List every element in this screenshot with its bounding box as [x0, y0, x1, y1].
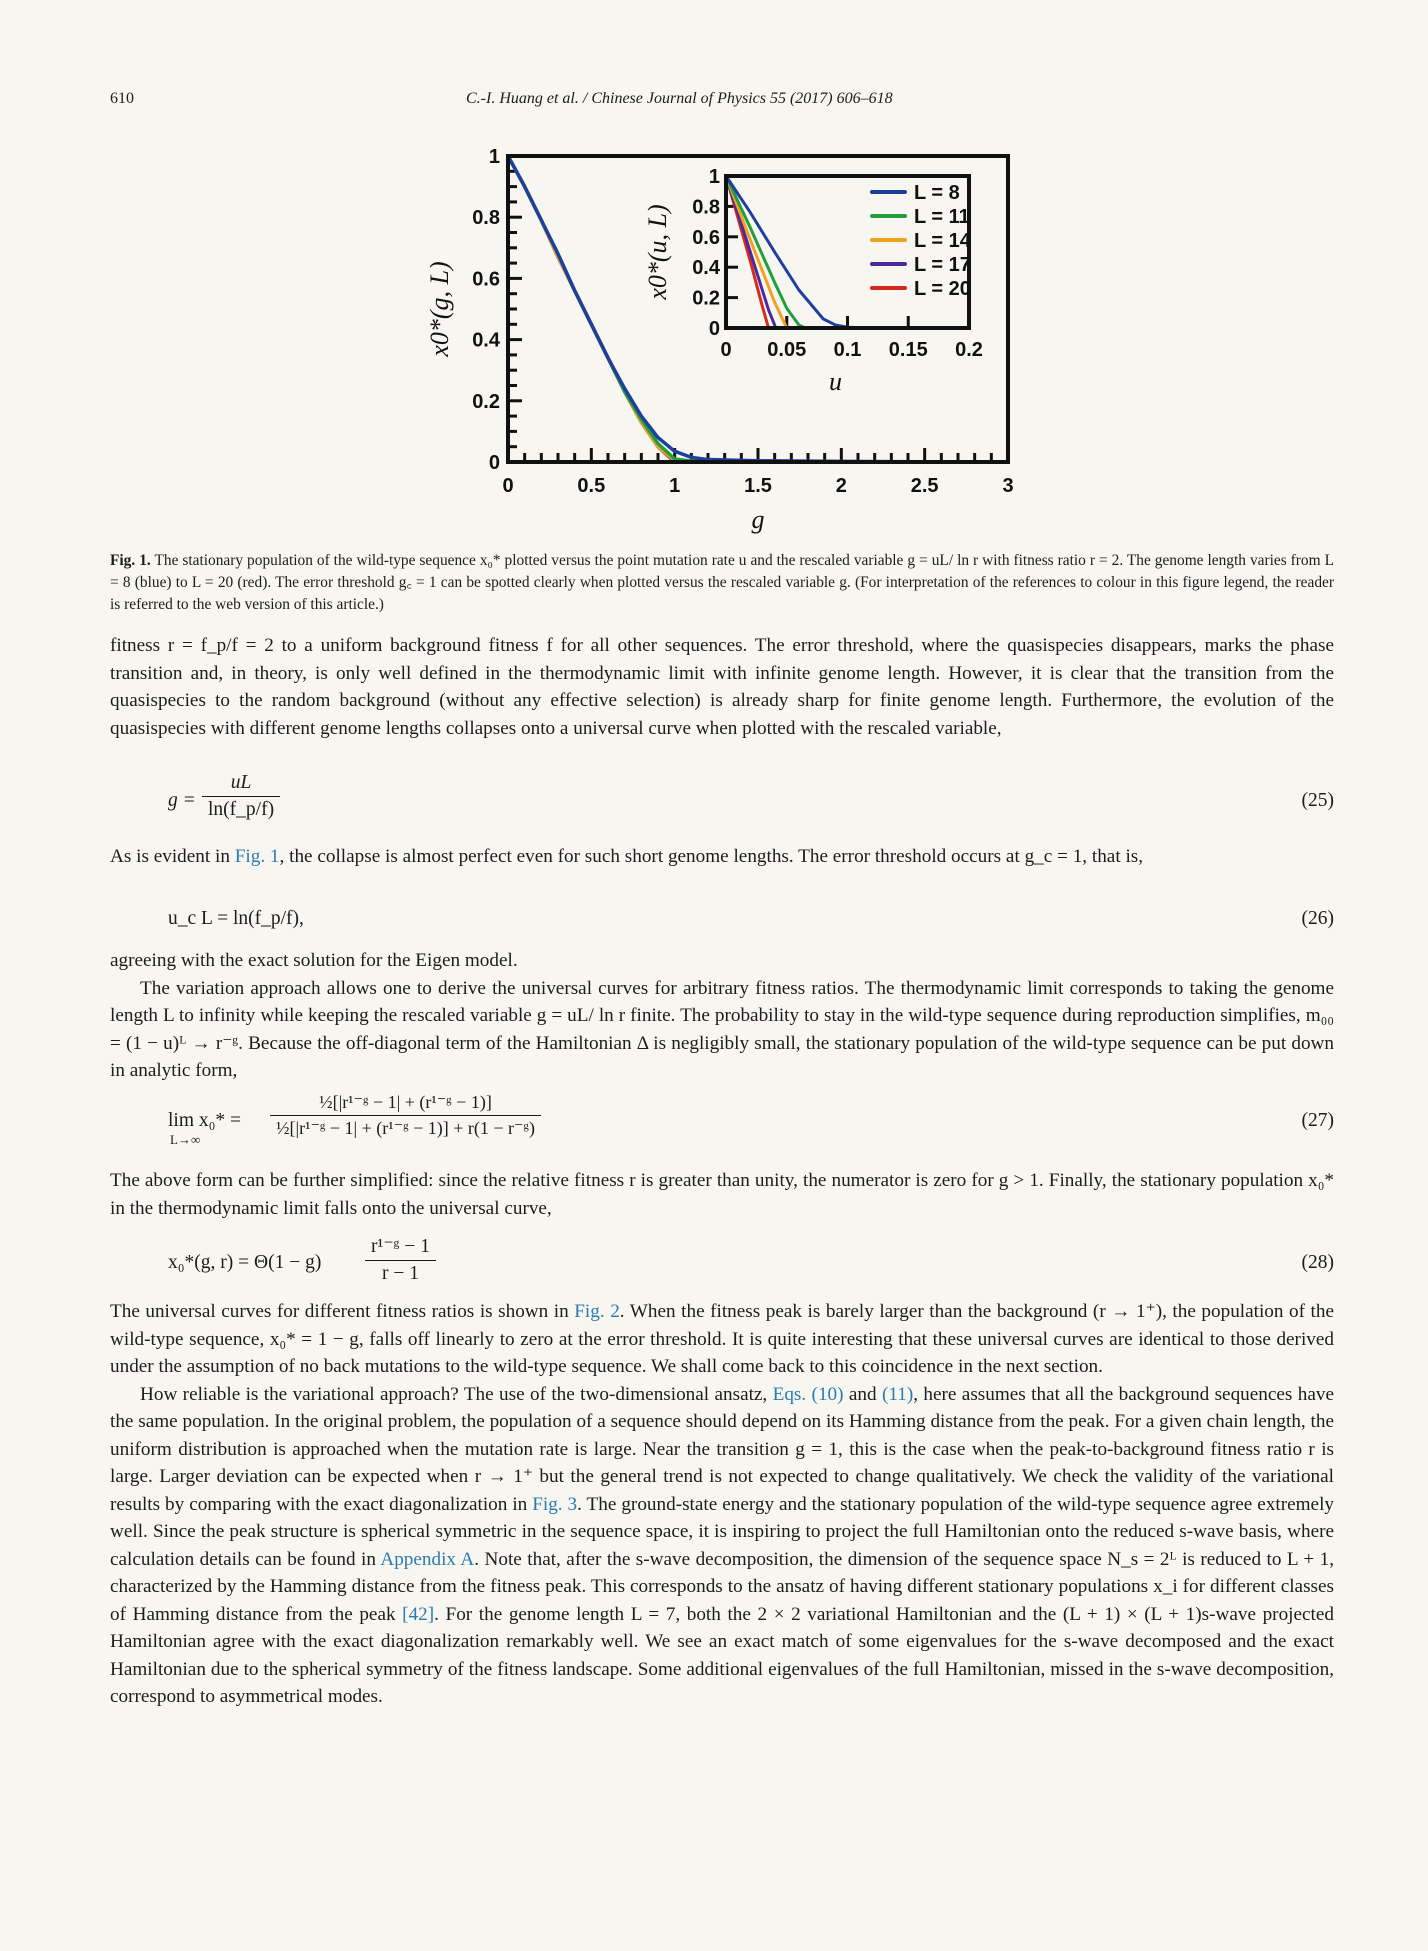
inset-y-tick-label: 0.6	[692, 226, 720, 249]
inset-x-axis-label: u	[829, 367, 842, 396]
legend-label: L = 14	[914, 230, 971, 252]
x-tick-label: 0	[502, 475, 514, 497]
y-tick-label: 1	[488, 146, 500, 168]
x-tick-label: 1.5	[744, 475, 772, 497]
ref-42-link[interactable]: [42]	[402, 1603, 435, 1625]
figure-1	[410, 140, 1030, 540]
y-axis-label: x0*(g, L)	[425, 261, 454, 357]
y-tick-label: 0.8	[472, 207, 500, 230]
inset-y-tick-label: 0.8	[692, 196, 720, 219]
fig-3-link[interactable]: Fig. 3	[532, 1493, 578, 1515]
inset-y-tick-label: 1	[708, 166, 720, 188]
paragraph-1: fitness r = f_p/f = 2 to a uniform background fitness f for all other sequences. The error threshold, where the quasispecies disappears, marks the phase transition and, in theory, is only well defined in the thermodynamic limit with infinite genome length. However, it is clear that the transition from the quasispecies to the random background (without any effective selection) is already sharp for finite genome length. Furthermore, the evolution of the quasispecies with different genome lengths collapses onto a universal curve when plotted with the rescaled variable,	[110, 635, 1334, 739]
paragraph-2: As is evident in Fig. 1, the collapse is almost perfect even for such short genome lengths. The error threshold occurs at g_c = 1, that is,	[110, 846, 1144, 867]
x-tick-label: 0.5	[577, 475, 606, 497]
fig-2-link[interactable]: Fig. 2	[574, 1301, 620, 1322]
inset-x-tick-label: 0.05	[767, 339, 807, 361]
y-tick-label: 0.2	[472, 390, 500, 413]
equation-number: (26)	[1301, 908, 1334, 929]
x-tick-label: 2	[835, 475, 847, 497]
legend-label: L = 8	[914, 182, 960, 204]
equation-number: (28)	[1301, 1252, 1334, 1273]
inset-y-axis-label: x0*(u, L)	[643, 204, 672, 300]
inset-x-tick-label: 0	[720, 339, 732, 361]
inset-y-tick-label: 0.2	[692, 287, 720, 310]
inset-x-tick-label: 0.2	[955, 339, 983, 361]
paragraph-3: agreeing with the exact solution for the Eigen model. The variation approach allows one to derive the universal curves for arbitrary fitness ratios. The thermodynamic limit corresponds to taking the genome length L to infinity while keeping the rescaled variable g = uL/ ln r finite. The probability to stay in the wild-type sequence during reproduction simplifies, m₀₀ = (1 − u)ᴸ → r⁻ᵍ. Because the off-diagonal term of the Hamiltonian Δ is negligibly small, the stationary population of the wild-type sequence can be put down in analytic form,	[110, 950, 1334, 1081]
legend-label: L = 17	[914, 254, 971, 276]
legend-label: L = 11	[914, 206, 970, 228]
x-axis-label: g	[751, 505, 765, 534]
x-tick-label: 2.5	[910, 475, 939, 497]
paragraph-5: The above form can be further simplified: since the relative fitness r is greater than unity, the numerator is zero for g > 1. Finally, the stationary population x₀* in the thermodynamic limit falls onto the universal curve,	[110, 1170, 1334, 1219]
legend-label: L = 20	[914, 278, 971, 300]
inset-y-tick-label: 0.4	[692, 257, 720, 280]
figure-1-plot	[410, 140, 1030, 540]
inset-x-tick-label: 0.15	[888, 339, 928, 361]
eq-11-link[interactable]: (11)	[881, 1383, 914, 1405]
x-tick-label: 3	[1002, 475, 1014, 497]
paragraph-6: The universal curves for different fitness ratios is shown in Fig. 2. When the fitness peak is barely larger than the background (r → 1⁺), the population of the wild-type sequence, x₀* = 1 − g, falls off linearly to zero at the error threshold. It is quite interesting that these universal curves are identical to those derived under the assumption of no back mutations to the wild-type sequence. We shall come back to this coincidence in the next section. How reliable is the variational approach? The use of the two-dimensional ansatz, Eqs. (10) and (11), here assumes that all the background sequences have the same population. In the original problem, the population of a sequence should depend on its Hamming distance from the peak. For a given chain length, the uniform distribution is approached when the mutation rate is large. Near the transition g = 1, this is the case when the peak-to-background fitness ratio r is large. Larger deviation can be expected when r → 1⁺ but the general trend is not expected to change qualitatively. We check the validity of the variational results by comparing with the exact diagonalization in Fig. 3. The ground-state energy and the stationary population of the wild-type sequence agree extremely well. Since the peak structure is spherical symmetric in the sequence space, it is inspiring to project the full Hamiltonian onto the reduced s-wave basis, where calculation details can be found in Appendix A. Note that, after the s-wave decomposition, the dimension of the sequence space N_s = 2ᴸ is reduced to L + 1, characterized by the Hamming distance from the fitness peak. This corresponds to the ansatz of having different stationary populations x_i for different classes of Hamming distance from the peak [42]. For the genome length L = 7, both the 2 × 2 variational Hamiltonian and the (L + 1) × (L + 1)s-wave projected Hamiltonian agree with the exact diagonalization remarkably well. We see an exact match of some eigenvalues for the s-wave decomposed and the exact Hamiltonian due to the spherical symmetry of the fitness landscape. Some additional eigenvalues of the full Hamiltonian, missed in the s-wave decomposition, correspond to asymmetrical modes.	[110, 1301, 1334, 1707]
equation-28: x₀*(g, r) = Θ(1 − g) $\frac{\text{r¹⁻ᵍ − 1}}{r - 1}$ (28)	[168, 1236, 1334, 1284]
inset-y-tick-label: 0	[708, 318, 720, 340]
y-tick-label: 0.6	[472, 268, 500, 291]
page-number: 610	[110, 90, 134, 107]
x-tick-label: 1	[669, 475, 681, 497]
eq-10-link[interactable]: Eqs. (10)	[772, 1383, 844, 1405]
caption-label: Fig. 1.	[110, 552, 151, 569]
equation-27: lim x₀* = L→∞ $\frac{\text{½[|r¹⁻ᵍ − 1| + (r¹⁻ᵍ − 1)]}}{\text{½[|r¹⁻ᵍ − 1| + (r¹⁻ᵍ − 1)] + r(1 − r⁻ᵍ)}}$ (27)	[168, 1092, 1334, 1147]
inset-x-tick-label: 0.1	[833, 339, 862, 361]
appendix-a-link[interactable]: Appendix A	[380, 1548, 475, 1570]
equation-number: (27)	[1301, 1110, 1334, 1131]
equation-number: (25)	[1301, 790, 1334, 811]
y-tick-label: 0.4	[472, 329, 500, 352]
fig-1-link[interactable]: Fig. 1	[234, 846, 280, 867]
figure-caption	[110, 550, 1334, 616]
equation-25: g = $\frac{uL}{\ln(f\_p/f)}$ (25)	[168, 772, 1334, 820]
caption-text: The stationary population of the wild-type sequence x₀* plotted versus the point mutation rate u and the rescaled variable g = uL/ ln r with fitness ratio r = 2. The genome length varies from L = 8 (blue) to L = 20 (red). The error threshold g꜀ = 1 can be spotted clearly when plotted versus the rescaled variable g. (For interpretation of the references to colour in this figure legend, the reader is referred to the web version of this article.)	[110, 552, 1334, 613]
running-header: C.-I. Huang et al. / Chinese Journal of Physics 55 (2017) 606–618	[466, 90, 893, 107]
y-tick-label: 0	[488, 452, 500, 474]
